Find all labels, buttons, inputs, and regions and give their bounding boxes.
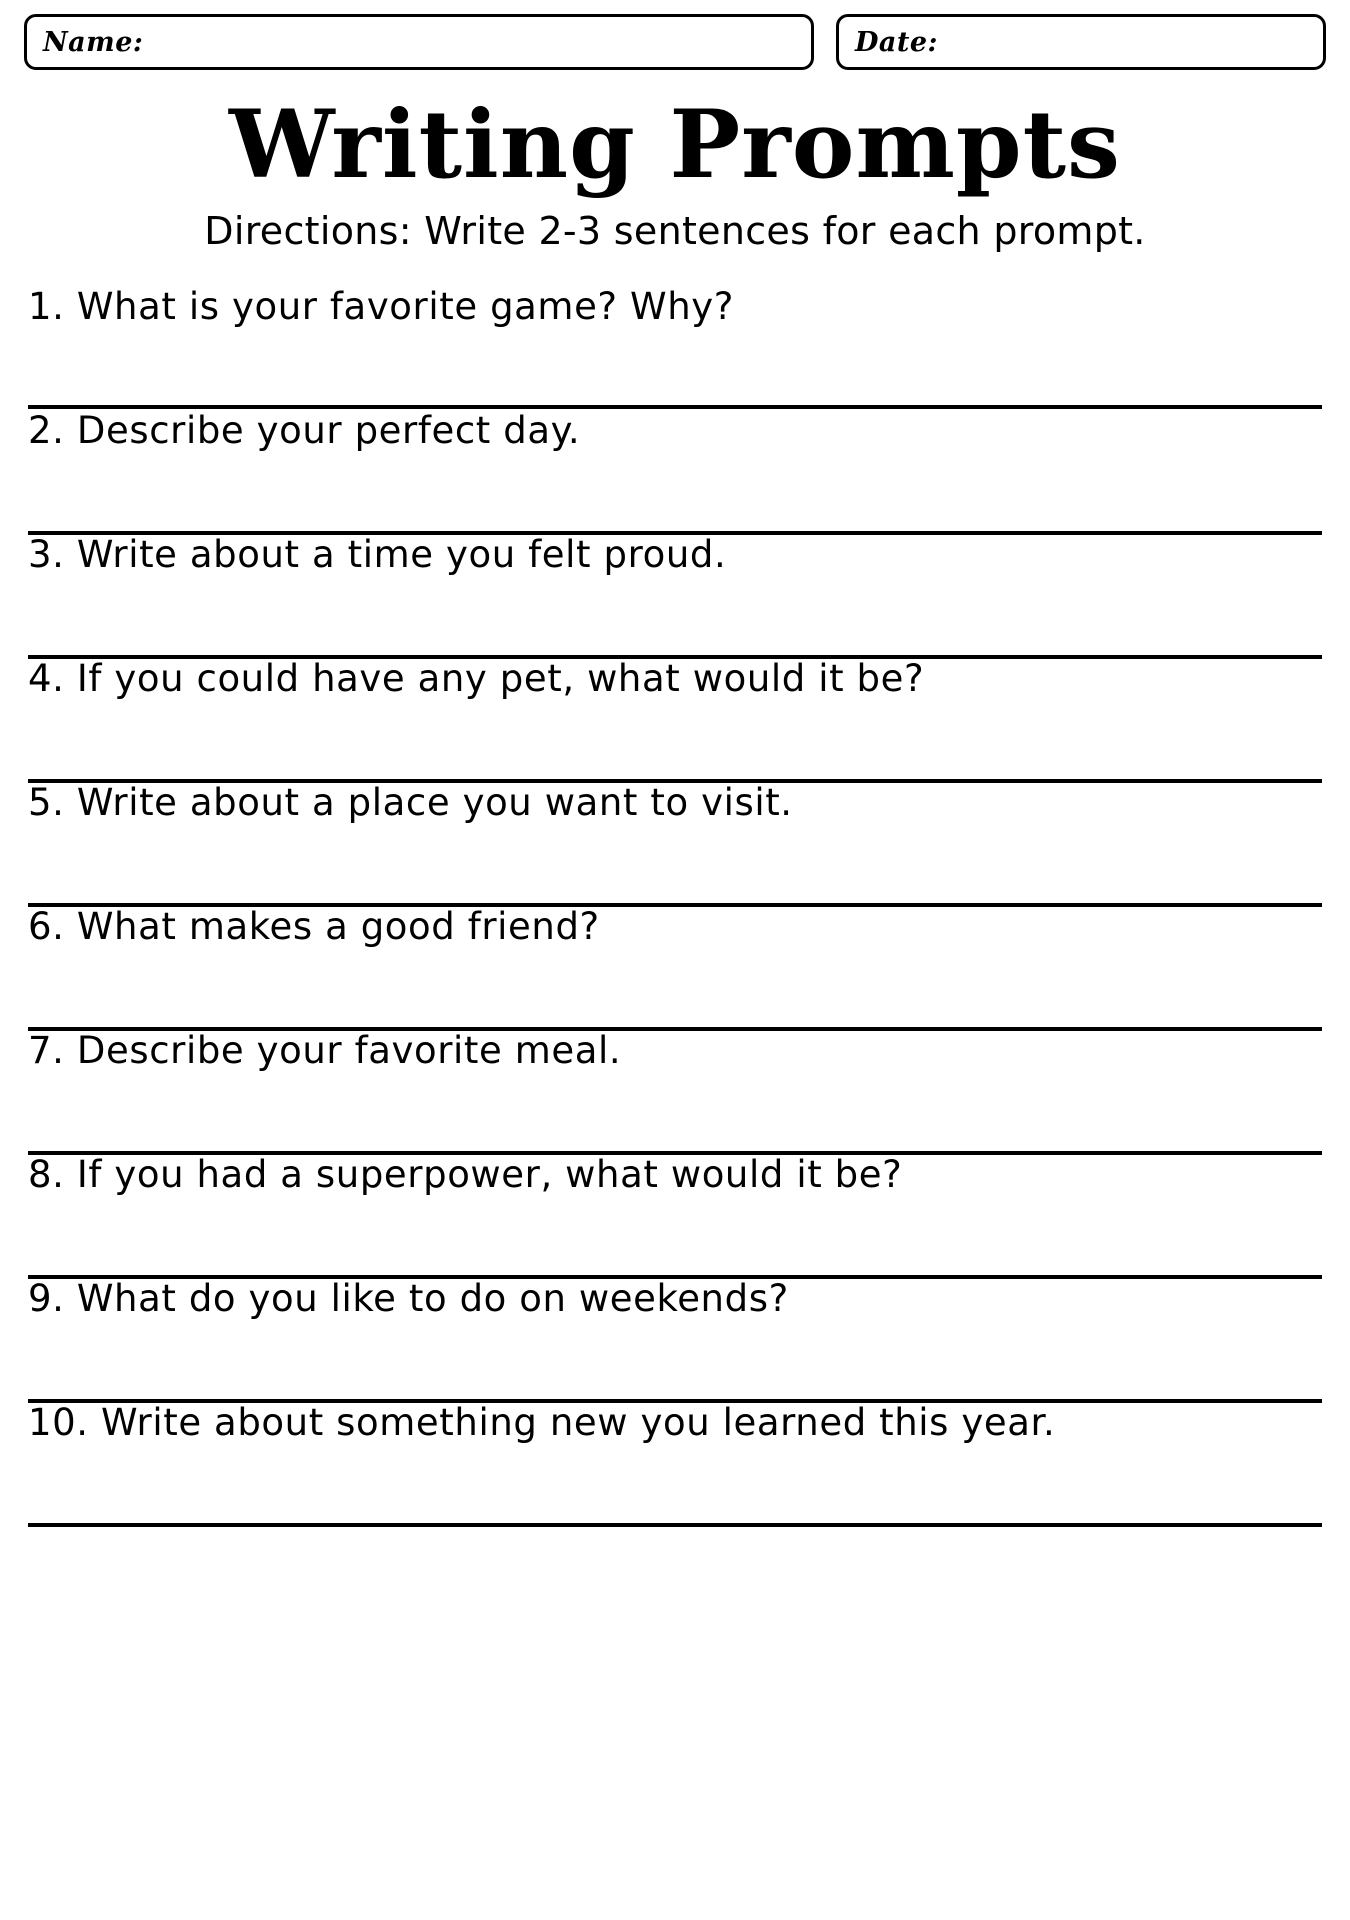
directions-text: Directions: Write 2-3 sentences for each prompt. xyxy=(204,208,1146,253)
prompt-text: 2. Describe your perfect day. xyxy=(28,408,581,452)
date-field[interactable] xyxy=(836,14,1326,70)
name-label: Name: xyxy=(43,26,144,58)
list-item xyxy=(24,904,1326,1031)
list-item xyxy=(24,1400,1326,1527)
date-label: Date: xyxy=(855,26,939,58)
date-write-area[interactable] xyxy=(938,42,1307,43)
prompt-text: 6. What makes a good friend? xyxy=(28,904,600,948)
list-item xyxy=(24,780,1326,907)
prompt-text: 7. Describe your favorite meal. xyxy=(28,1028,622,1072)
student-info-row xyxy=(24,14,1326,70)
prompt-text: 10. Write about something new you learned this year. xyxy=(28,1400,1056,1444)
name-field[interactable] xyxy=(24,14,814,70)
list-item xyxy=(24,656,1326,783)
page-title: Writing Prompts xyxy=(229,90,1121,200)
prompt-text: 8. If you had a superpower, what would it be? xyxy=(28,1152,903,1196)
prompt-text: 1. What is your favorite game? Why? xyxy=(28,284,735,328)
prompt-list xyxy=(24,284,1326,1527)
answer-line[interactable] xyxy=(28,1523,1322,1527)
list-item xyxy=(24,408,1326,535)
prompt-text: 3. Write about a time you felt proud. xyxy=(28,532,727,576)
list-item xyxy=(24,1152,1326,1279)
list-item xyxy=(24,532,1326,659)
prompt-text: 9. What do you like to do on weekends? xyxy=(28,1276,789,1320)
name-write-area[interactable] xyxy=(143,42,795,43)
prompt-text: 4. If you could have any pet, what would it be? xyxy=(28,656,925,700)
prompt-text: 5. Write about a place you want to visit. xyxy=(28,780,793,824)
list-item xyxy=(24,1276,1326,1403)
list-item xyxy=(24,1028,1326,1155)
list-item xyxy=(24,284,1326,411)
